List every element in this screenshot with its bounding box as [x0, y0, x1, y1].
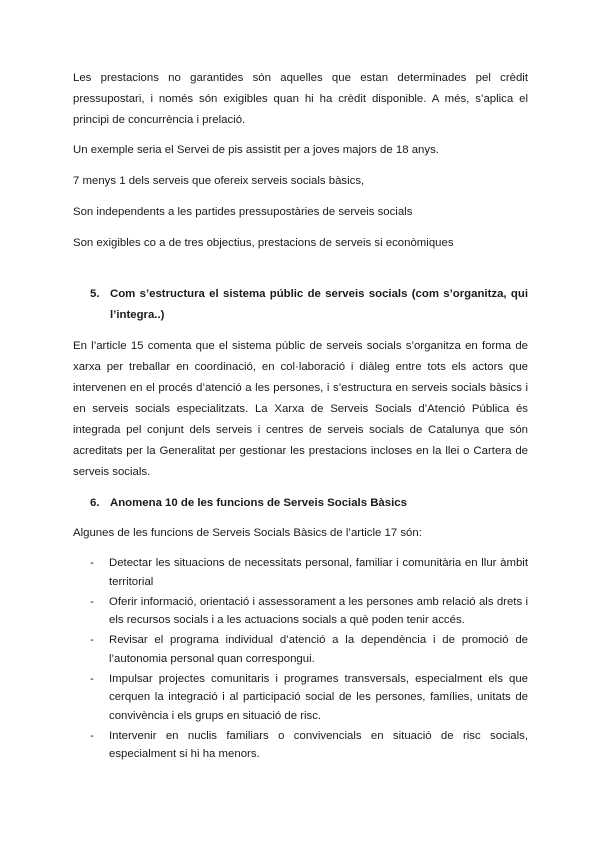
- section-5-number: 5.: [90, 288, 100, 300]
- dash-bullet: -: [90, 557, 94, 569]
- paragraph-example: Un exemple seria el Servei de pis assistit per a joves majors de 18 anys.: [73, 144, 439, 156]
- spacer: [73, 254, 528, 284]
- paragraph-note-3: Son exigibles co a de tres objectius, prestacions de serveis si econòmiques: [73, 237, 454, 249]
- list-item: [73, 631, 528, 668]
- section-6-intro: Algunes de les funcions de Serveis Socials Bàsics de l’article 17 són:: [73, 527, 422, 539]
- dash-bullet: -: [90, 634, 94, 646]
- list-item-text: Intervenir en nuclis familiars o convivencials en situació de risc socials, especialment si hi ha menors.: [109, 729, 528, 760]
- paragraph-note-2: Son independents a les partides pressupostàries de serveis socials: [73, 206, 413, 218]
- dash-bullet: -: [90, 595, 94, 608]
- paragraph-note-1: 7 menys 1 dels serveis que ofereix serveis socials bàsics,: [73, 175, 365, 187]
- functions-list: [73, 554, 528, 764]
- section-5-heading: [73, 284, 528, 326]
- list-item-text: Impulsar projectes comunitaris i programes transversals, especialment els que cerquen la integració i al participació social de les persones, famílies, unitats de convivència i els grups en situació de risc.: [109, 672, 528, 722]
- list-item-text: Oferir informació, orientació i assessorament a les persones amb relació als drets i els recursos socials i a les actuacions socials a què poden tenir accés.: [109, 595, 528, 626]
- list-item: [73, 593, 528, 630]
- list-item: [73, 670, 528, 726]
- list-item: [73, 554, 528, 591]
- dash-bullet: -: [90, 729, 94, 742]
- section-6-heading: [73, 493, 528, 514]
- dash-bullet: -: [90, 672, 94, 685]
- list-item: [73, 727, 528, 764]
- section-5-body: En l’article 15 comenta que el sistema públic de serveis socials s’organitza en forma de xarxa per treballar en coordinació, en col·laboració i diàleg entre tots els actors que intervenen en el procés d’atenció a les persones, i s’estructura en serveis socials bàsics i en serveis socials especialitzats. La Xarxa de Serveis Socials d’Atenció Pública és integrada pel conjunt dels serveis i centres de serveis socials de Catalunya que són acreditats per la Generalitat per gestionar les prestacions incloses en la llei o Cartera de serveis socials.: [73, 340, 528, 478]
- section-5-title: Com s’estructura el sistema públic de serveis socials (com s’organitza, qui l’integra..): [110, 288, 528, 321]
- section-6-number: 6.: [90, 497, 100, 509]
- list-item-text: Detectar les situacions de necessitats personal, familiar i comunitària en llur àmbit territorial: [109, 557, 528, 588]
- list-item-text: Revisar el programa individual d’atenció a la dependència i de promoció de l’autonomia personal quan correspongui.: [109, 634, 528, 665]
- paragraph-non-guaranteed-benefits: Les prestacions no garantides són aquelles que estan determinades pel crèdit pressupostari, i només són exigibles quan hi ha crèdit disponible. A més, s’aplica el principi de concurrència i prelació.: [73, 72, 528, 126]
- document-page: [73, 68, 528, 765]
- section-6-title: Anomena 10 de les funcions de Serveis Socials Bàsics: [110, 497, 407, 509]
